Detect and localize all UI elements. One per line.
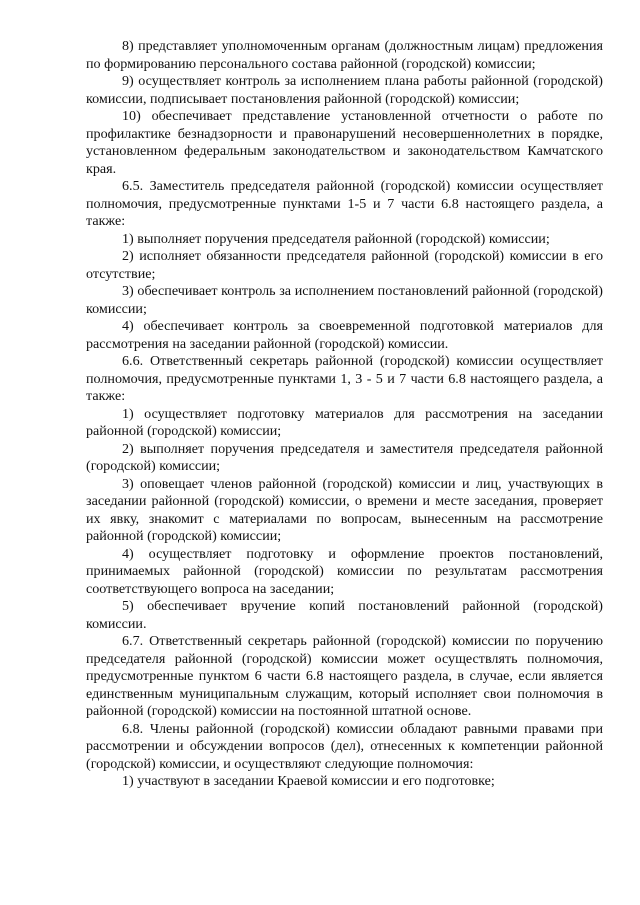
- paragraph-6-6-item-1: 1) осуществляет подготовку материалов для рассмотрения на заседании районной (городской) комиссии;: [86, 405, 603, 439]
- paragraph-item-8: 8) представляет уполномоченным органам (должностным лицам) предложения по формированию персонального состава районной (городской) комиссии;: [86, 38, 603, 72]
- document-page: [86, 38, 603, 791]
- paragraph-section-6-6: 6.6. Ответственный секретарь районной (городской) комиссии осуществляет полномочия, предусмотренные пунктами 1, 3 - 5 и 7 части 6.8 настоящего раздела, а также:: [86, 353, 603, 404]
- paragraph-item-9: 9) осуществляет контроль за исполнением плана работы районной (городской) комиссии, подписывает постановления районной (городской) комиссии;: [86, 73, 603, 107]
- paragraph-section-6-7: 6.7. Ответственный секретарь районной (городской) комиссии по поручению председателя районной (городской) комиссии может осуществлять полномочия, предусмотренные пунктом 6 части 6.8 настоящего раздела, в случае, если является единственным муниципальным служащим, который исполняет свои полномочия в районной (городской) комиссии на постоянной штатной основе.: [86, 633, 603, 719]
- paragraph-section-6-8: 6.8. Члены районной (городской) комиссии обладают равными правами при рассмотрении и обсуждении вопросов (дел), отнесенных к компетенции районной (городской) комиссии, и осуществляют следующие полномочия:: [86, 720, 603, 772]
- paragraph-6-5-item-2: 2) исполняет обязанности председателя районной (городской) комиссии в его отсутствие;: [86, 248, 603, 282]
- paragraph-section-6-5: 6.5. Заместитель председателя районной (городской) комиссии осуществляет полномочия, предусмотренные пунктами 1-5 и 7 части 6.8 настоящего раздела, а также:: [86, 178, 603, 229]
- paragraph-6-5-item-4: 4) обеспечивает контроль за своевременной подготовкой материалов для рассмотрения на заседании районной (городской) комиссии.: [86, 318, 603, 352]
- paragraph-6-8-item-1: 1) участвуют в заседании Краевой комиссии и его подготовке;: [122, 773, 495, 789]
- paragraph-6-5-item-1: 1) выполняет поручения председателя районной (городской) комиссии;: [122, 230, 550, 247]
- paragraph-6-6-item-5: 5) обеспечивает вручение копий постановлений районной (городской) комиссии.: [86, 598, 603, 632]
- paragraph-6-6-item-4: 4) осуществляет подготовку и оформление проектов постановлений, принимаемых районной (городской) комиссии по результатам рассмотрения соответствующего вопроса на заседании;: [86, 545, 603, 597]
- paragraph-6-6-item-2: 2) выполняет поручения председателя и заместителя председателя районной (городской) комиссии;: [86, 440, 603, 474]
- paragraph-6-6-item-3: 3) оповещает членов районной (городской) комиссии и лиц, участвующих в заседании районной (городской) комиссии, о времени и месте заседания, проверяет их явку, знакомит с материалами по вопросам, вынесенным на рассмотрение районной (городской) комиссии;: [86, 475, 603, 544]
- paragraph-item-10: 10) обеспечивает представление установленной отчетности о работе по профилактике безнадзорности и правонарушений несовершеннолетних в порядке, установленном федеральным законодательством и законодательством Камчатского края.: [86, 108, 603, 177]
- paragraph-6-5-item-3: 3) обеспечивает контроль за исполнением постановлений районной (городской) комиссии;: [86, 283, 603, 317]
